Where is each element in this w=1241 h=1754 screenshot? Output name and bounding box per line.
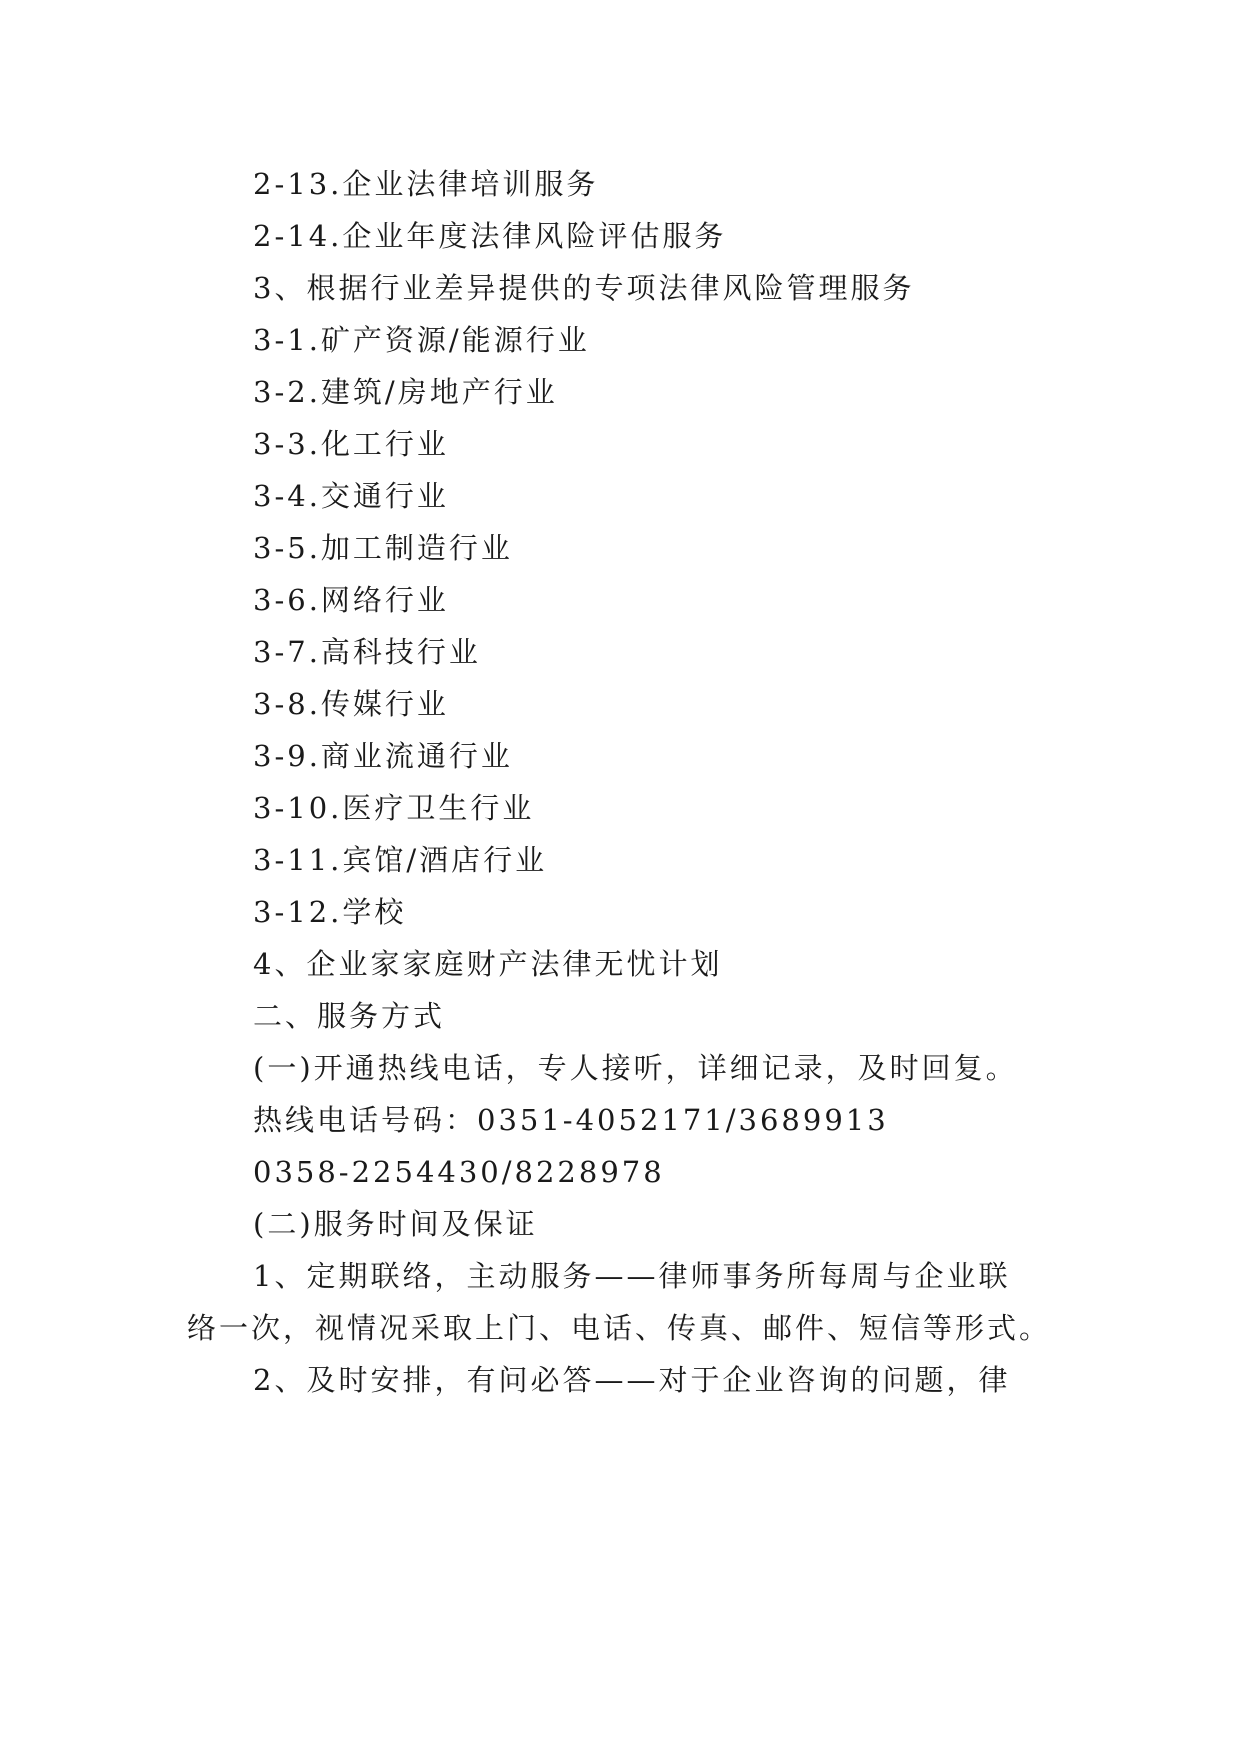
item-3-3: 3-3.化工行业 [253, 427, 449, 461]
paragraph-2-line-1: 2、及时安排，有问必答——对于企业咨询的问题，律 [253, 1363, 1011, 1397]
hotline-numbers: 热线电话号码：0351-4052171/3689913 [253, 1103, 889, 1137]
service-time-heading: (二)服务时间及保证 [253, 1207, 538, 1241]
item-3-7: 3-7.高科技行业 [253, 635, 481, 669]
item-3-5: 3-5.加工制造行业 [253, 531, 513, 565]
hotline-numbers-2: 0358-2254430/8228978 [253, 1155, 665, 1189]
service-method-heading: 二、服务方式 [253, 999, 446, 1033]
hotline-paragraph: (一)开通热线电话，专人接听，详细记录，及时回复。 [253, 1051, 1018, 1085]
section-3-heading: 3、根据行业差异提供的专项法律风险管理服务 [253, 271, 915, 305]
item-3-12: 3-12.学校 [253, 895, 407, 929]
item-3-11: 3-11.宾馆/酒店行业 [253, 843, 548, 877]
paragraph-1-line-1: 1、定期联络，主动服务——律师事务所每周与企业联 [253, 1259, 1011, 1293]
item-3-8: 3-8.传媒行业 [253, 687, 449, 721]
item-2-14: 2-14.企业年度法律风险评估服务 [253, 219, 727, 253]
item-3-1: 3-1.矿产资源/能源行业 [253, 323, 590, 357]
section-4-heading: 4、企业家家庭财产法律无忧计划 [253, 947, 723, 981]
item-3-9: 3-9.商业流通行业 [253, 739, 513, 773]
item-3-10: 3-10.医疗卫生行业 [253, 791, 535, 825]
paragraph-1-line-2: 络一次，视情况采取上门、电话、传真、邮件、短信等形式。 [187, 1311, 1052, 1345]
item-3-2: 3-2.建筑/房地产行业 [253, 375, 558, 409]
item-3-6: 3-6.网络行业 [253, 583, 449, 617]
item-2-13: 2-13.企业法律培训服务 [253, 167, 599, 201]
item-3-4: 3-4.交通行业 [253, 479, 449, 513]
